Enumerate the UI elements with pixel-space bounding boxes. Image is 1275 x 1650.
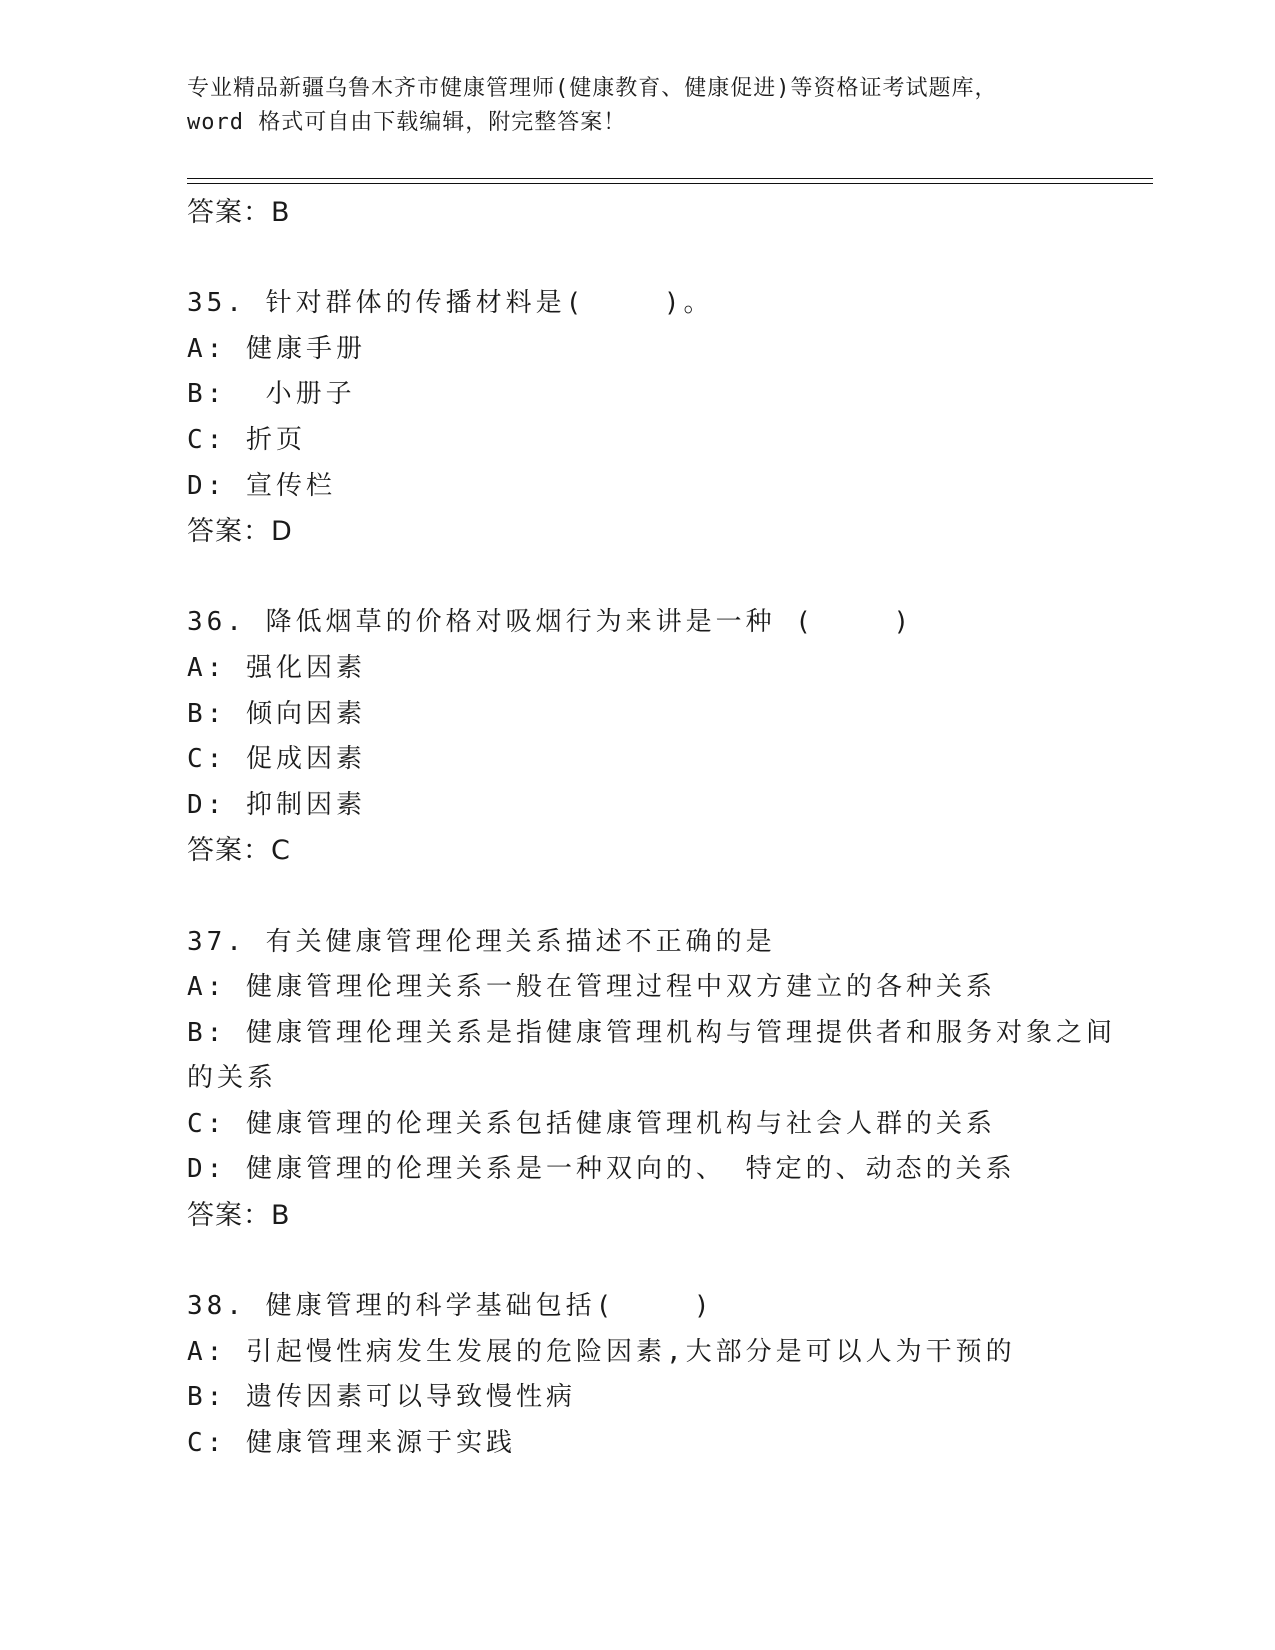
question-list [187, 190, 1116, 1467]
option-c: C: 促成因素 [187, 744, 366, 775]
answer-line: 答案：D [187, 516, 293, 548]
spacer [187, 555, 1087, 601]
spacer [187, 236, 1087, 282]
question-block-37 [187, 920, 1116, 1239]
option-a: A: 健康管理伦理关系一般在管理过程中双方建立的各种关系 [187, 972, 996, 1003]
spacer [187, 1239, 1087, 1285]
option-a: A: 引起慢性病发生发展的危险因素,大部分是可以人为干预的 [187, 1336, 1016, 1367]
option-a: A: 健康手册 [187, 333, 366, 364]
header-line-1: 专业精品新疆乌鲁木齐市健康管理师(健康教育、健康促进)等资格证考试题库， [187, 76, 998, 101]
option-b-continued: 的关系 [187, 1063, 278, 1094]
header-rule-bottom [187, 183, 1153, 184]
answer-line: 答案：C [187, 835, 291, 867]
answer-line: 答案：B [187, 197, 291, 228]
option-c: C: 健康管理的伦理关系包括健康管理机构与社会人群的关系 [187, 1108, 996, 1139]
option-d: D: 抑制因素 [187, 789, 366, 820]
option-b: B: 小册子 [187, 379, 356, 410]
option-d: D: 宣传栏 [187, 470, 336, 501]
option-a: A: 强化因素 [187, 652, 366, 683]
header-line-2: word 格式可自由下载编辑，附完整答案！ [187, 110, 627, 135]
option-b: B: 遗传因素可以导致慢性病 [187, 1382, 576, 1413]
question-text: 36. 降低烟草的价格对吸烟行为来讲是一种 ( ) [187, 607, 914, 638]
header-rule-top [187, 178, 1153, 179]
document-header [187, 72, 1087, 140]
option-b: B: 健康管理伦理关系是指健康管理机构与管理提供者和服务对象之间 [187, 1017, 1116, 1048]
question-text: 37. 有关健康管理伦理关系描述不正确的是 [187, 926, 776, 957]
option-b: B: 倾向因素 [187, 698, 366, 729]
question-text: 35. 针对群体的传播材料是( )。 [187, 288, 714, 319]
option-d: D: 健康管理的伦理关系是一种双向的、 特定的、动态的关系 [187, 1154, 1016, 1185]
option-c: C: 折页 [187, 424, 306, 455]
question-block-38 [187, 1284, 1087, 1466]
option-c: C: 健康管理来源于实践 [187, 1428, 516, 1459]
spacer [187, 874, 1087, 920]
question-text: 38. 健康管理的科学基础包括( ) [187, 1291, 714, 1322]
answer-line: 答案：B [187, 1200, 291, 1232]
question-block-35 [187, 281, 1087, 555]
question-block-36 [187, 600, 1087, 874]
